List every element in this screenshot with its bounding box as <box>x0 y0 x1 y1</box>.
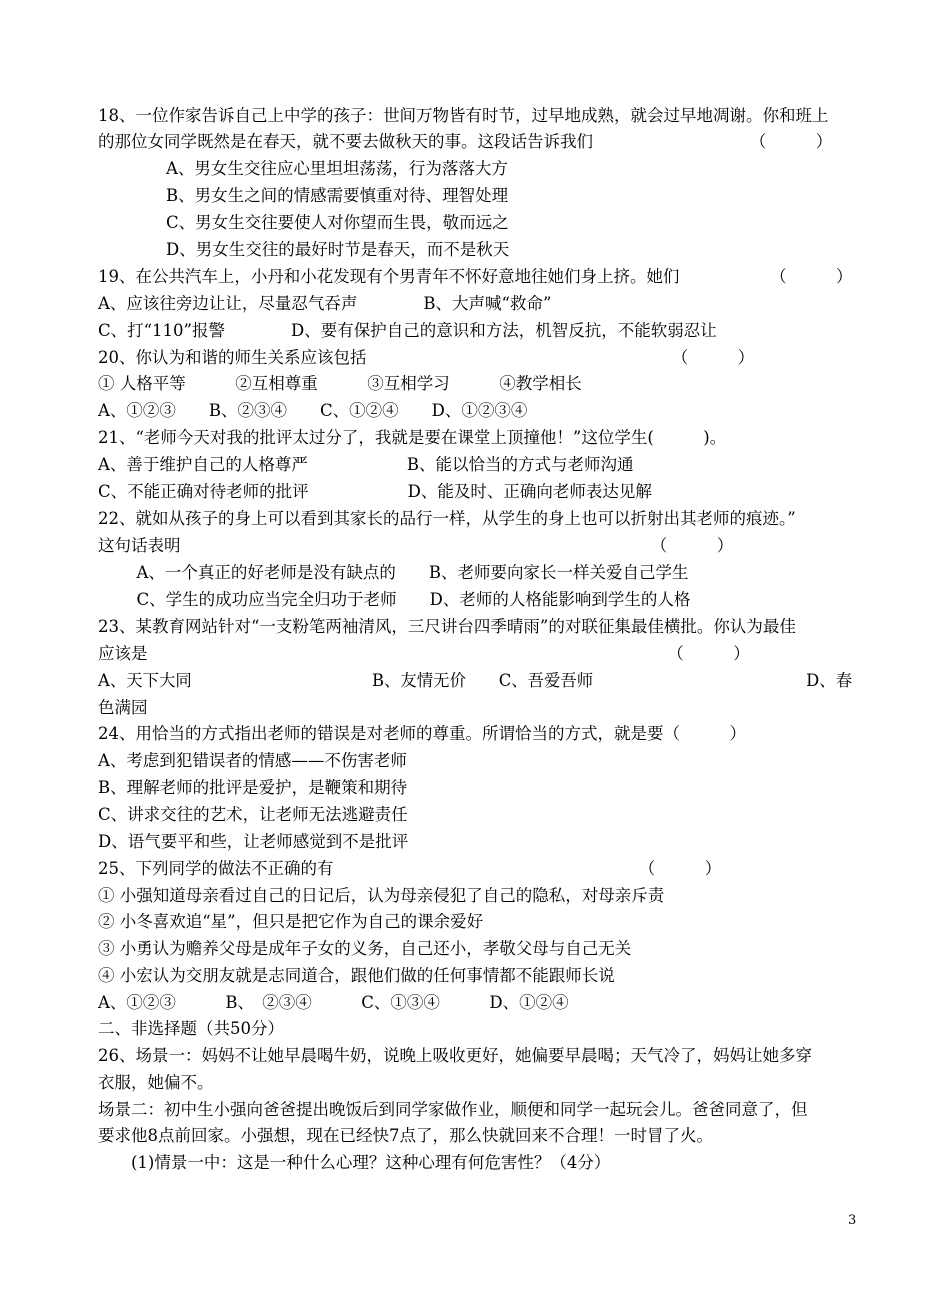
text-line: 这句话表明 （ ） <box>98 536 734 555</box>
text-line: C、不能正确对待老师的批评 D、能及时、正确向老师表达见解 <box>98 482 652 501</box>
text-line: A、①②③ B、 ②③④ C、①③④ D、①②④ <box>98 993 569 1012</box>
text-line: 场景二：初中生小强向爸爸提出晚饭后到同学家做作业，顺便和同学一起玩会儿。爸爸同意了，但 <box>98 1100 808 1119</box>
text-line: ④ 小宏认为交朋友就是志同道合，跟他们做的任何事情都不能跟师长说 <box>98 966 615 985</box>
text-line: 24、用恰当的方式指出老师的错误是对老师的尊重。所谓恰当的方式，就是要（ ） <box>98 724 746 743</box>
text-line: 衣服，她偏不。 <box>98 1073 214 1092</box>
text-line: 应该是 （ ） <box>98 644 750 663</box>
text-line: ① 小强知道母亲看过自己的日记后，认为母亲侵犯了自己的隐私，对母亲斥责 <box>98 886 665 905</box>
text-line: A、天下大同 B、友情无价 C、吾爱吾师 D、春 <box>98 671 853 690</box>
text-line: 18、一位作家告诉自己上中学的孩子：世间万物皆有时节，过早地成熟，就会过早地凋谢。你和班上 <box>98 106 829 125</box>
text-line: 26、场景一：妈妈不让她早晨喝牛奶，说晚上吸收更好，她偏要早晨喝；天气冷了，妈妈让她多穿 <box>98 1046 812 1065</box>
text-line: A、①②③ B、②③④ C、①②④ D、①②③④ <box>98 401 528 420</box>
text-line: 19、在公共汽车上，小丹和小花发现有个男青年不怀好意地往她们身上挤。她们 （ ） <box>98 267 853 286</box>
text-line: D、男女生交往的最好时节是春天，而不是秋天 <box>133 240 510 259</box>
text-line: 23、某教育网站针对“一支粉笔两袖清风，三尺讲台四季晴雨”的对联征集最佳横批。你认为最佳 <box>98 617 796 636</box>
text-line: A、一个真正的好老师是没有缺点的 B、老师要向家长一样关爱自己学生 <box>120 563 689 582</box>
text-line: C、男女生交往要使人对你望而生畏，敬而远之 <box>133 213 509 232</box>
text-line: 要求他8点前回家。小强想，现在已经快7点了，那么快就回来不合理！一时冒了火。 <box>98 1126 713 1145</box>
text-line: 20、你认为和谐的师生关系应该包括 （ ） <box>98 348 755 367</box>
page-number: 3 <box>848 1213 857 1228</box>
text-line: ③ 小勇认为赡养父母是成年子女的义务，自己还小，孝敬父母与自己无关 <box>98 939 632 958</box>
text-line: A、应该往旁边让让，尽量忍气吞声 B、大声喊“救命” <box>98 294 552 313</box>
text-line: C、打“110”报警 D、要有保护自己的意识和方法，机智反抗，不能软弱忍让 <box>98 321 717 340</box>
text-line: B、男女生之间的情感需要慎重对待、理智处理 <box>133 186 509 205</box>
text-line: (1)情景一中：这是一种什么心理？这种心理有何危害性？（4分） <box>98 1153 611 1172</box>
text-line: D、语气要平和些，让老师感觉到不是批评 <box>98 832 409 851</box>
text-line: 25、下列同学的做法不正确的有 （ ） <box>98 859 722 878</box>
text-line: A、善于维护自己的人格尊严 B、能以恰当的方式与老师沟通 <box>98 455 634 474</box>
text-line: 21、“老师今天对我的批评太过分了，我就是要在课堂上顶撞他！”这位学生( )。 <box>98 428 727 447</box>
text-line: A、男女生交往应心里坦坦荡荡，行为落落大方 <box>133 159 508 178</box>
text-line: C、学生的成功应当完全归功于老师 D、老师的人格能影响到学生的人格 <box>120 590 691 609</box>
text-line: 22、就如从孩子的身上可以看到其家长的品行一样，从学生的身上也可以折射出其老师的痕迹。” <box>98 509 796 528</box>
text-line: 色满园 <box>98 698 148 717</box>
text-line: A、考虑到犯错误者的情感——不伤害老师 <box>98 751 407 770</box>
text-line: ② 小冬喜欢追“星”，但只是把它作为自己的课余爱好 <box>98 912 484 931</box>
text-line: 二、非选择题（共50分） <box>98 1019 284 1038</box>
text-line: 的那位女同学既然是在春天，就不要去做秋天的事。这段话告诉我们 （ ） <box>98 132 833 151</box>
text-line: B、理解老师的批评是爱护，是鞭策和期待 <box>98 778 408 797</box>
text-line: ① 人格平等 ②互相尊重 ③互相学习 ④教学相长 <box>98 374 582 393</box>
text-line: C、讲求交往的艺术，让老师无法逃避责任 <box>98 805 408 824</box>
